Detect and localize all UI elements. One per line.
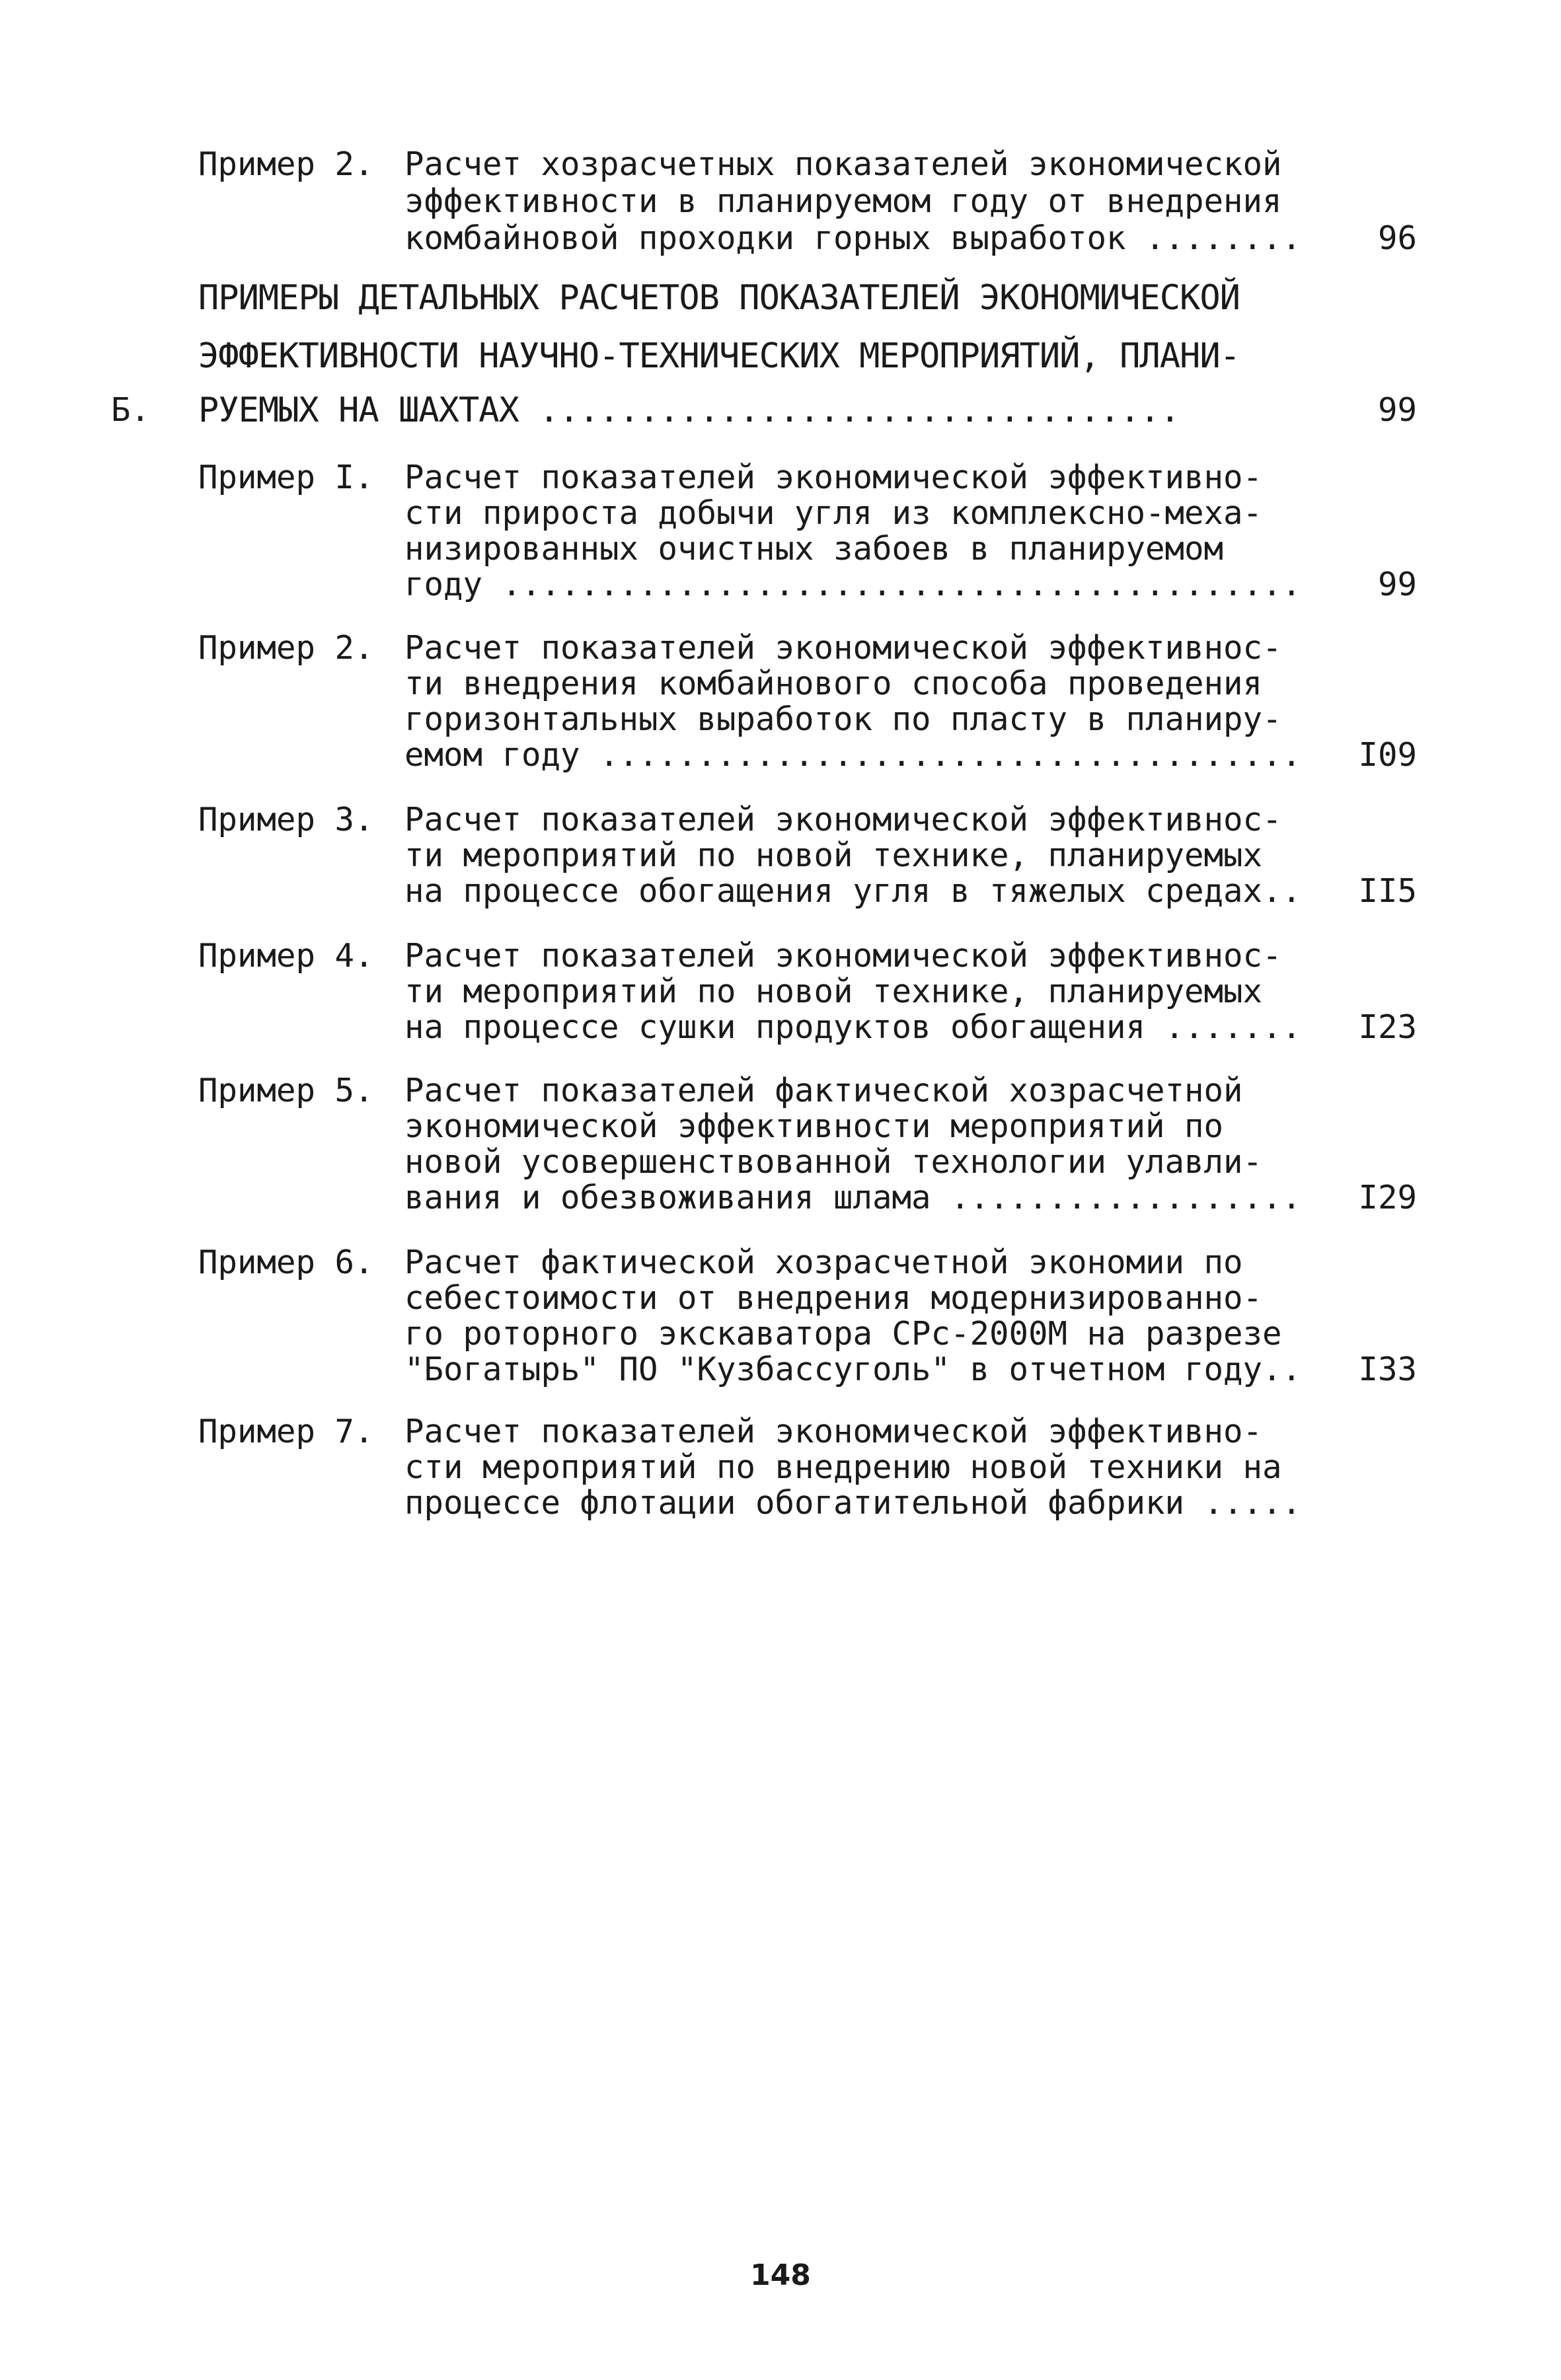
entry-page-number: 96: [1377, 219, 1417, 257]
entry-text-line: на процессе обогащения угля в тяжелых средах..: [404, 872, 1302, 910]
entry-text-line: Расчет показателей экономической эффективнос-: [404, 629, 1282, 667]
entry-text-line: "Богатырь" ПО "Кузбассуголь" в отчетном году..: [404, 1351, 1302, 1388]
entry-text-line: го роторного экскаватора СРс-2000М на разрезе: [404, 1315, 1282, 1353]
entry-label: Пример 2.: [198, 145, 374, 183]
entry-label: Пример 6.: [198, 1244, 374, 1281]
entry-text-line: эффективности в планируемом году от внедрения: [404, 182, 1282, 220]
entry-page-number: I33: [1358, 1351, 1417, 1388]
entry-page-number: 99: [1377, 391, 1417, 429]
entry-text-line: экономической эффективности мероприятий по: [404, 1107, 1224, 1145]
entry-label: Пример 4.: [198, 937, 374, 975]
entry-page-number: I09: [1358, 736, 1417, 774]
section-title-line: ЭФФЕКТИВНОСТИ НАУЧНО-ТЕХНИЧЕСКИХ МЕРОПРИЯТИЙ, ПЛАНИ-: [198, 336, 1240, 376]
entry-text-line: сти прироста добычи угля из комплексно-меха-: [404, 494, 1263, 532]
entry-label: Пример 7.: [198, 1413, 374, 1450]
entry-text-line: Расчет показателей экономической эффективно-: [404, 1413, 1263, 1450]
entry-text-line: Расчет фактической хозрасчетной экономии по: [404, 1244, 1243, 1281]
entry-text-line: емом году ....................................: [404, 736, 1302, 774]
entry-text-line: году .........................................: [404, 566, 1302, 603]
section-title-line: РУЕМЫХ НА ШАХТАХ ................................: [198, 390, 1180, 430]
entry-text-line: Расчет показателей экономической эффективно-: [404, 459, 1263, 496]
entry-text-line: ти мероприятий по новой технике, планируемых: [404, 973, 1263, 1010]
entry-text-line: на процессе сушки продуктов обогащения .......: [404, 1008, 1302, 1046]
entry-text-line: себестоимости от внедрения модернизированно-: [404, 1279, 1263, 1317]
entry-text-line: Расчет показателей экономической эффективнос-: [404, 937, 1282, 975]
entry-text-line: горизонтальных выработок по пласту в планиру-: [404, 700, 1282, 738]
section-letter: Б.: [111, 391, 151, 429]
entry-text-line: процессе флотации обогатительной фабрики .....: [404, 1484, 1302, 1522]
entry-text-line: вания и обезвоживания шлама ..................: [404, 1179, 1302, 1216]
entry-label: Пример 3.: [198, 801, 374, 838]
entry-page-number: 99: [1377, 566, 1417, 603]
entry-page-number: II5: [1358, 872, 1417, 910]
entry-text-line: Расчет показателей экономической эффективнос-: [404, 801, 1282, 838]
entry-page-number: I29: [1358, 1179, 1417, 1216]
entry-text-line: ти мероприятий по новой технике, планируемых: [404, 837, 1263, 874]
entry-text-line: сти мероприятий по внедрению новой техники на: [404, 1448, 1282, 1486]
entry-page-number: I23: [1358, 1008, 1417, 1046]
section-title-line: ПРИМЕРЫ ДЕТАЛЬНЫХ РАСЧЕТОВ ПОКАЗАТЕЛЕЙ ЭКОНОМИЧЕСКОЙ: [198, 278, 1240, 318]
page-number: 148: [750, 2258, 811, 2292]
entry-text-line: Расчет показателей фактической хозрасчетной: [404, 1072, 1243, 1109]
entry-text-line: новой усовершенствованной технологии улавли-: [404, 1143, 1263, 1181]
entry-text-line: ти внедрения комбайнового способа проведения: [404, 665, 1263, 702]
entry-text-line: Расчет хозрасчетных показателей экономической: [404, 145, 1282, 183]
entry-text-line: низированных очистных забоев в планируемом: [404, 530, 1224, 568]
entry-label: Пример 5.: [198, 1072, 374, 1109]
entry-label: Пример I.: [198, 459, 374, 496]
entry-label: Пример 2.: [198, 629, 374, 667]
entry-text-line: комбайновой проходки горных выработок ........: [404, 219, 1302, 257]
